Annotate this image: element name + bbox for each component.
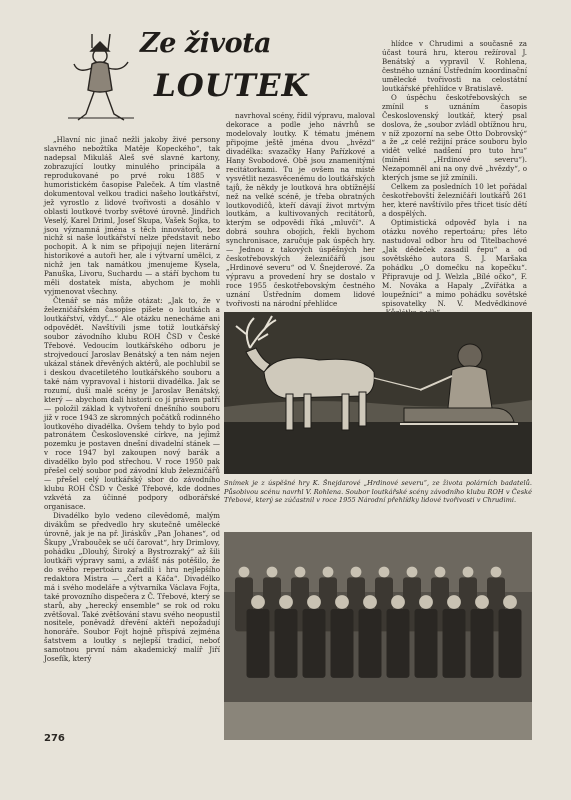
puppet-scene-photo: [224, 312, 532, 474]
left-paragraph: Divadélko bylo vedeno cílevědomě, malým divákům se předvedlo hry skutečně umělecké úrovně, jak je na př. Jiráskův „Pan Johanes“, od Škupy „Vrabouček se učí čarovat“, hry Drimlovy, pohádku „Dlouhý, Široký a Bystrozraký“ až šili loutkáři výpravy sami, a zvlášť nás potěšilo, že do svého repertoáru zařadili i hru nejlepšího redaktora Mistra — „Čert a Káča“. Divadélko má i svého modeláře a výtvarníka Václava Fojta, také provozního dispečera z Č. Třebové, který se starů, aby „herecký ensemble“ se rok od roku zvětšoval. Také zvětšování stavu svého neopustil nositele, poněvadž dřevění aktéři nepožadují honoráře. Soubor Fojt hojně přispívá zejména šatstvem a loutky s nejlepší tradicí, neboť samotnou první nám akademický malíř Jiří Josefík, který: [44, 511, 220, 664]
puppet-scene-image: [224, 312, 532, 474]
middle-paragraph: navrhoval scény, řídil výpravu, maloval dekorace a podle jeho návrhů se modelovaly loutky. K tématu jménem připojme ještě jména dvou „hvězd“ divadélka: svazačky Hany Pařízkové a Hany Svobodové. Obě jsou znamenitými recitátorkami. Tu je ovšem na místě vysvětlit nezasvěcenému do loutkářských tajů, že někdy je loutková hra obtížnější než na velké scéně, je třeba obratných loutkovodičů, kteří dávají život mrtvým loutkám, a kultivovaných recitátorů, kterým se odpovědi říká „mluvčí“. A dobrá souhra obojích, řekli bychom synchronisace, zaručuje pak úspěch hry. — Jednou z takových úspěšných her českotřebovských železničářů jsou „Hrdinové severu“ od V. Šnejderové. Za výpravu a provedení hry se dostalo v roce 1955 českotřebovským čestného uznání Ústředním domem lidové tvořivosti na národní přehlídce: [226, 111, 376, 309]
heading-line-1: Ze života: [140, 28, 272, 59]
left-paragraph: „Hlavní nic jinač nežli jakoby živé persony slavného nebožtíka Matěje Kopeckého“, tak nadepsal Mikuláš Aleš své slavné kartony, zobrazující loutky minulého principála a reprodukované po prvé roku 1885 v humoristickém časopise Paleček. A tím vlastně dokumentoval velkou tradici našeho loutkářství, jež vyrostlo z lidové tvořivosti a dosáhlo v oblasti loutkové tvorby světové úrovně. Jindřich Veselý, Karel Driml, Josef Skupa, Vašek Sojka, to jsou významná jména s těch innovátorů, bez nichž si naše loutkářství nelze představit nebo pochopit. A k nim se připojují nejen literární historikové a autoři her, ale i výtvarní umělci, z nichž jen tak namátkou jmenujeme Kysela, Panuška, Livoru, Suchardu — a stáří bychom tu měli dostatek místa, abychom je mohli vyjmenovat všechny.: [44, 135, 220, 297]
article-heading: [140, 28, 310, 108]
group-photo: [224, 532, 532, 740]
puppet-illustration-icon: [62, 34, 140, 126]
left-paragraph: Čtenář se nás může otázat: „Jak to, že v železničářském časopise píšete o loutkách a loutkářství, vždyť...“ Ale otázku nenecháme ani odpovědět. Navštívili jsme totiž loutkářský soubor závodního klubu ROH ČSD v České Třebové. Vedoucím loutkářského odboru je strojvedoucí Jaroslav Benátský a ten nám nejen ukázal stánek dřevěných aktérů, ale pochlubil se i deskou dvacetiletého loutkářského souboru a také nám vypravoval i historii divadélka. Jak se rozumí, duši malé scény je Jaroslav Benátský, který — abychom dali historii co jí právem patří — položil základ k vytvoření dnešního souboru již v roce 1943 ze skromných počátků rodinného loutkového divadélka. Ovšem tehdy to bylo pod patronátem Československé církve, na jejímž pozemku je postaven dnešní divadelní stánek — v roce 1947 byl zakoupen nový barák a divadélko bylo pod střechou. V roce 1950 pak přešel celý soubor pod závodní klub železničářů — přešel celý loutkářský sbor do závodního klubu ROH ČSD v České Třebové, kde dodnes vzkvétá za účinné podpory odborářské organisace.: [44, 296, 220, 512]
heading-line-2: LOUTEK: [154, 68, 310, 104]
left-column: [44, 136, 220, 664]
page-number: 276: [44, 733, 65, 744]
right-column: [382, 40, 527, 344]
group-photo-image: [224, 532, 532, 740]
right-paragraph: Optimistická odpověď byla i na otázku nového repertoáru; přes léto nastudoval odbor hru od Titelbachové „Jak dědeček zasadil řepu“ a od sovětského autora S. J. Maršaka pohádku „O domečku na kopečku“. Připravuje od J. Welzla „Bílé očko“, F. M. Nováka a Hapaly „Zvířátka a loupežníci“ a mimo pohádku sovětské spisovatelky N. V. Medvědkinové: [382, 218, 527, 308]
right-paragraph: O úspěchu českotřebovských se zmínil s uznáním časopis Československý loutkář, který psal doslova, že „soubor zvládl obtížnou hru, v níž zpozorní na sebe Otto Dobrovský“ a že „z celé režijní práce souboru bylo vidět velké nadšení pro tuto hru“ (míněni „Hrdinové severu“). Nezapomněl ani na ony dvě „hvězdy“, o kterých jsme se již zmínili.: [382, 92, 527, 183]
right-paragraph: Celkem za posledních 10 let pořádal českotřebovští železničáři loutkářů 261 her, které navštívilo přes třicet tisíc dětí a dospělých.: [382, 182, 527, 219]
middle-column: [226, 112, 375, 309]
right-paragraph: hlídce v Chrudimi a současně za účast tourá hru, kterou režíroval J. Benátský a vypravil V. Rohlena, čestného uznání Ústředním koordinační umělecké tvořivosti na celostátní loutkářské přehlídce v Bratislavě.: [382, 39, 527, 93]
photo-caption: Snímek je z úspěšné hry K. Šnejdarové „Hrdinové severu“, ze života polárních badatelů. Působivou scénu navrhl V. Rohlena. Soubor loutkářské scény závodního klubu ROH v České Třebové, který se zúčastnil v roce 1955 Národní přehlídky lidové tvořivosti v Chrudimi.: [224, 479, 532, 505]
